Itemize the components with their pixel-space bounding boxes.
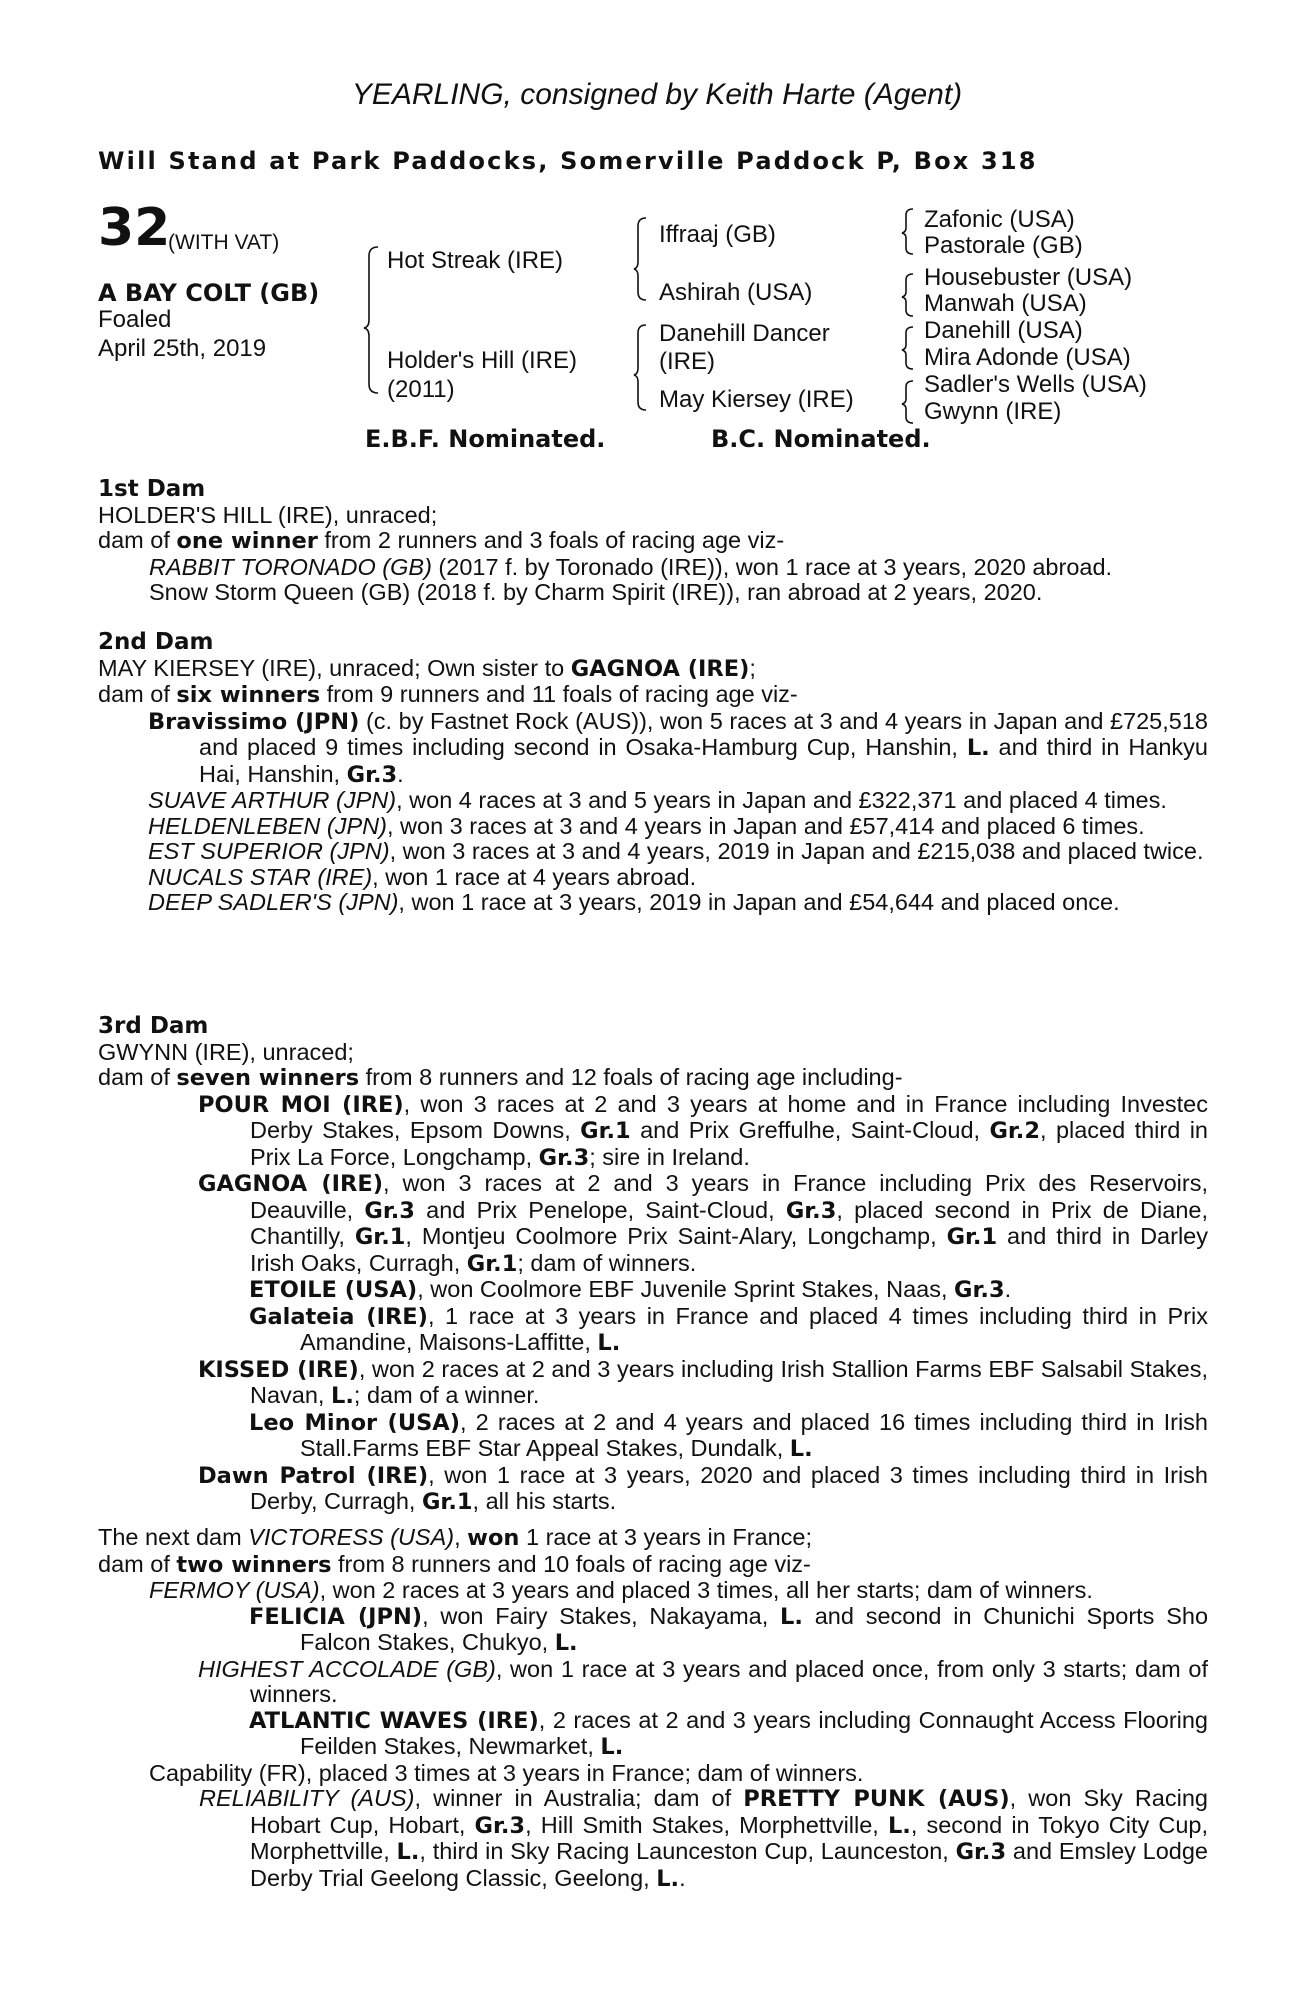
text: , won Fairy Stakes, Nakayama, <box>422 1602 781 1629</box>
produce-entry <box>98 1463 1208 1516</box>
race-grade: L. <box>554 1630 578 1656</box>
text: , third in Sky Racing Launceston Cup, Launceston, <box>419 1838 956 1864</box>
text: and third in Hankyu Hai, Hanshin, <box>199 734 1209 787</box>
brace-sire <box>634 218 646 300</box>
race-grade: Gr.3 <box>954 1277 1005 1303</box>
horse-name: KISSED (IRE) <box>198 1356 359 1383</box>
ggp-2: Pastorale (GB) <box>924 232 1083 259</box>
ggp-4: Manwah (USA) <box>924 290 1087 317</box>
produce-entry <box>98 1708 1208 1761</box>
ggp-1: Zafonic (USA) <box>924 206 1075 233</box>
winner-count: two winners <box>176 1551 332 1578</box>
text: , won 3 races at 2 and 3 years at home and in France including Investec Derby Stakes, Epsom Downs, <box>250 1090 1208 1143</box>
race-grade: Gr.1 <box>354 1224 406 1250</box>
produce-entry: Capability (FR), placed 3 times at 3 years in France; dam of winners. <box>149 1759 864 1786</box>
horse-name: POUR MOI (IRE) <box>198 1091 404 1118</box>
second-dam-produce <box>98 682 1208 709</box>
text: 1 race at 3 years in France; <box>519 1524 813 1550</box>
text: , 2 races at 2 and 4 years and placed 16 times including third in Irish Stall.Farms EBF Star Appeal Stakes, Dundalk, <box>300 1408 1208 1461</box>
text: and third in Darley Irish Oaks, Curragh, <box>250 1223 1208 1276</box>
sire-dam: Ashirah (USA) <box>659 279 813 306</box>
horse-name: GAGNOA (IRE) <box>198 1171 383 1197</box>
text: , winner in Australia; dam of <box>414 1785 744 1811</box>
race-grade: L. <box>789 1436 813 1462</box>
first-dam-name: HOLDER'S HILL (IRE), unraced; <box>98 501 438 528</box>
text: , <box>454 1524 468 1550</box>
brace-ggp-4 <box>902 381 913 423</box>
text: The next dam <box>98 1524 249 1550</box>
text: , won 1 race at 4 years abroad. <box>372 863 697 890</box>
bc-nominated: B.C. Nominated. <box>711 425 931 453</box>
won-label: won <box>467 1525 520 1551</box>
horse-name: FELICIA (JPN) <box>249 1603 423 1630</box>
ebf-nominated: E.B.F. Nominated. <box>365 425 606 453</box>
dam-name-line2: (2011) <box>387 376 455 403</box>
third-dam-section <box>98 1014 1208 1516</box>
text: . <box>1004 1276 1012 1302</box>
produce-entry <box>98 865 1208 891</box>
foaled-date: April 25th, 2019 <box>98 335 267 362</box>
produce-entry <box>98 839 1208 865</box>
race-grade: Gr.3 <box>474 1812 526 1839</box>
text: , won 4 races at 3 and 5 years in Japan and £322,371 and placed 4 times. <box>396 787 1167 813</box>
race-grade: Gr.1 <box>580 1118 631 1144</box>
horse-name: Bravissimo (JPN) <box>148 708 360 735</box>
horse-name: VICTORESS (USA) <box>248 1524 455 1550</box>
text: . <box>397 760 404 787</box>
text: , Montjeu Coolmore Prix Saint-Alary, Longchamp, <box>405 1223 947 1249</box>
brace-ggp-1 <box>902 209 913 254</box>
race-grade: L. <box>331 1383 354 1409</box>
produce-entry <box>98 1092 1208 1172</box>
next-dam-section <box>98 1525 1208 1892</box>
horse-name: SUAVE ARTHUR (JPN) <box>148 787 397 813</box>
vat-note: (WITH VAT) <box>168 231 280 254</box>
race-grade: L. <box>780 1603 803 1630</box>
text: , 2 races at 2 and 3 years including Connaught Access Flooring Feilden Stakes, Newmarket, <box>300 1706 1208 1759</box>
race-grade: L. <box>600 1734 624 1760</box>
ggp-8: Gwynn (IRE) <box>924 398 1062 425</box>
brace-ggp-2 <box>902 274 913 316</box>
winner-count: one winner <box>176 528 318 554</box>
foaled-label: Foaled <box>98 306 172 333</box>
text: MAY KIERSEY (IRE), unraced; Own sister to <box>98 654 571 681</box>
race-grade: L. <box>396 1839 420 1865</box>
dam-sire-line1: Danehill Dancer <box>659 320 830 347</box>
ggp-7: Sadler's Wells (USA) <box>924 371 1147 398</box>
sire-name: Hot Streak (IRE) <box>387 247 564 274</box>
horse-name: RABBIT TORONADO (GB) <box>149 553 432 580</box>
text: , won 3 races at 3 and 4 years, 2019 in Japan and £215,038 and placed twice. <box>389 838 1204 864</box>
text: from 8 runners and 10 foals of racing age viz- <box>331 1550 811 1577</box>
horse-name: HELDENLEBEN (JPN) <box>148 812 387 839</box>
horse-name: HIGHEST ACCOLADE (GB) <box>198 1655 496 1682</box>
second-dam-name <box>98 656 1208 683</box>
horse-name: Dawn Patrol (IRE) <box>198 1462 429 1489</box>
text: and Prix Penelope, Saint-Cloud, <box>414 1196 786 1223</box>
horse-name: EST SUPERIOR (JPN) <box>148 838 390 864</box>
lot-number: 32 <box>98 198 171 258</box>
produce-entry: Snow Storm Queen (GB) (2018 f. by Charm Spirit (IRE)), ran abroad at 2 years, 2020. <box>149 579 1043 605</box>
text: (2017 f. by Toronado (IRE)), won 1 race at 3 years, 2020 abroad. <box>431 553 1113 580</box>
text: ; sire in Ireland. <box>589 1143 750 1170</box>
horse-name: ATLANTIC WAVES (IRE) <box>249 1707 539 1734</box>
race-grade: Gr.1 <box>466 1250 518 1277</box>
text: and Emsley Lodge Derby Trial Geelong Classic, Geelong, <box>250 1838 1209 1891</box>
produce-entry <box>98 814 1208 840</box>
text: (c. by Fastnet Rock (AUS)), won 5 races at 3 and 4 years in Japan and £725,518 and placed 9 times including second in Osaka-Hamburg Cup, Hanshin, <box>199 707 1208 760</box>
horse-name: ETOILE (USA) <box>249 1277 418 1303</box>
brace-sire-dam <box>364 247 378 393</box>
horse-name: NUCALS STAR (IRE) <box>148 863 373 890</box>
text: and Prix Greffulhe, Saint-Cloud, <box>630 1117 990 1143</box>
text: dam of <box>98 1550 177 1577</box>
first-dam-heading: 1st Dam <box>98 476 206 502</box>
text: , 1 race at 3 years in France and placed 4 times including third in Prix Amandine, Maisons-Laffitte, <box>300 1302 1208 1355</box>
dam-name <box>387 346 577 404</box>
horse-name: RELIABILITY (AUS) <box>199 1785 415 1811</box>
produce-entry <box>98 1171 1208 1277</box>
text: , won 3 races at 2 and 3 years in France including Prix des Reservoirs, Deauville, <box>250 1170 1209 1223</box>
dam-sire <box>659 320 830 376</box>
produce-entry <box>98 1786 1208 1892</box>
race-grade: L. <box>887 1812 911 1839</box>
dam-sire-line2: (IRE) <box>659 348 715 375</box>
produce-entry <box>98 1657 1208 1708</box>
text: from 9 runners and 11 foals of racing age viz- <box>320 681 798 707</box>
produce-entry <box>98 1304 1208 1357</box>
ggp-3: Housebuster (USA) <box>924 264 1133 291</box>
text: from 8 runners and 12 foals of racing age including- <box>359 1064 903 1090</box>
brace-dam <box>634 325 646 410</box>
second-dam-heading: 2nd Dam <box>98 629 214 655</box>
race-grade: Gr.3 <box>538 1144 590 1171</box>
text: and second in Chunichi Sports Sho Falcon Stakes, Chukyo, <box>300 1602 1209 1655</box>
produce-entry <box>98 1410 1208 1463</box>
third-dam-heading: 3rd Dam <box>98 1013 209 1039</box>
text: , won 1 race at 3 years and placed once, from only 3 starts; dam of winners. <box>250 1655 1209 1707</box>
first-dam-produce <box>98 528 1208 555</box>
brace-ggp-3 <box>902 327 913 369</box>
next-dam-produce <box>98 1552 1208 1579</box>
horse-name: FERMOY (USA) <box>149 1577 320 1603</box>
dam-dam: May Kiersey (IRE) <box>659 386 854 413</box>
text: ; <box>749 654 756 681</box>
race-grade: Gr.2 <box>989 1118 1041 1144</box>
horse-name: DEEP SADLER'S (JPN) <box>148 889 399 915</box>
stabling-location: Will Stand at Park Paddocks, Somerville Paddock P, Box 318 <box>98 147 1038 175</box>
text: , won 1 race at 3 years, 2019 in Japan and £54,644 and placed once. <box>398 889 1120 915</box>
race-grade: L. <box>966 735 990 761</box>
text: ; dam of a winner. <box>353 1382 540 1408</box>
produce-entry <box>98 709 1208 789</box>
text: , placed second in Prix de Diane, Chantilly, <box>250 1196 1208 1249</box>
text: , won 3 races at 3 and 4 years in Japan and £57,414 and placed 6 times. <box>386 812 1145 839</box>
produce-entry <box>98 1604 1208 1657</box>
text: , won 1 race at 3 years, 2020 and placed 3 times including third in Irish Derby, Curragh, <box>250 1461 1208 1514</box>
produce-entry <box>98 555 1208 581</box>
sire-sire: Iffraaj (GB) <box>659 221 776 248</box>
horse-name: Galateia (IRE) <box>249 1303 428 1330</box>
horse-name: PRETTY PUNK (AUS) <box>743 1786 1010 1812</box>
race-grade: Gr.1 <box>421 1489 473 1515</box>
race-grade: L. <box>656 1865 680 1892</box>
race-grade: Gr.1 <box>946 1224 998 1250</box>
produce-entry <box>98 890 1208 916</box>
horse-name: Leo Minor (USA) <box>249 1409 461 1436</box>
second-dam-section <box>98 630 1208 916</box>
ggp-6: Mira Adonde (USA) <box>924 344 1131 371</box>
text: , second in Tokyo City Cup, Morphettville, <box>250 1811 1208 1864</box>
text: , won Coolmore EBF Juvenile Sprint Stakes, Naas, <box>417 1276 955 1302</box>
winner-count: seven winners <box>176 1065 360 1091</box>
next-dam-intro <box>98 1525 1208 1552</box>
text: ; dam of winners. <box>517 1249 697 1276</box>
dam-name-line1: Holder's Hill (IRE) <box>387 347 577 374</box>
lot-name: A BAY COLT (GB) <box>98 279 320 307</box>
produce-entry <box>98 788 1208 814</box>
first-dam-section <box>98 477 1208 606</box>
text: , won Sky Racing Hobart Cup, Hobart, <box>250 1785 1208 1838</box>
ggp-5: Danehill (USA) <box>924 317 1083 344</box>
text: , won 2 races at 3 years and placed 3 times, all her starts; dam of winners. <box>319 1577 1093 1603</box>
text: . <box>679 1864 686 1891</box>
race-grade: Gr.3 <box>346 761 398 788</box>
text: from 2 runners and 3 foals of racing age viz- <box>317 527 785 553</box>
race-grade: Gr.3 <box>955 1839 1007 1865</box>
horse-name: GAGNOA (IRE) <box>570 655 750 682</box>
produce-entry <box>98 1578 1208 1604</box>
text: , Hill Smith Stakes, Morphettville, <box>525 1811 888 1838</box>
race-grade: Gr.3 <box>785 1197 837 1224</box>
text: , placed third in Prix La Force, Longchamp, <box>250 1117 1208 1170</box>
text: , won 2 races at 2 and 3 years including Irish Stallion Farms EBF Salsabil Stakes, Navan, <box>250 1355 1208 1408</box>
race-grade: Gr.3 <box>364 1197 415 1224</box>
produce-entry <box>98 1357 1208 1410</box>
winner-count: six winners <box>176 682 321 708</box>
produce-entry <box>98 1277 1208 1304</box>
text: dam of <box>98 1064 177 1090</box>
text: dam of <box>98 527 177 553</box>
text: , all his starts. <box>472 1488 617 1514</box>
race-grade: L. <box>597 1330 621 1356</box>
third-dam-name: GWYNN (IRE), unraced; <box>98 1038 354 1065</box>
third-dam-produce <box>98 1065 1208 1092</box>
page-title: YEARLING, consigned by Keith Harte (Agent) <box>351 78 963 111</box>
text: dam of <box>98 681 177 707</box>
